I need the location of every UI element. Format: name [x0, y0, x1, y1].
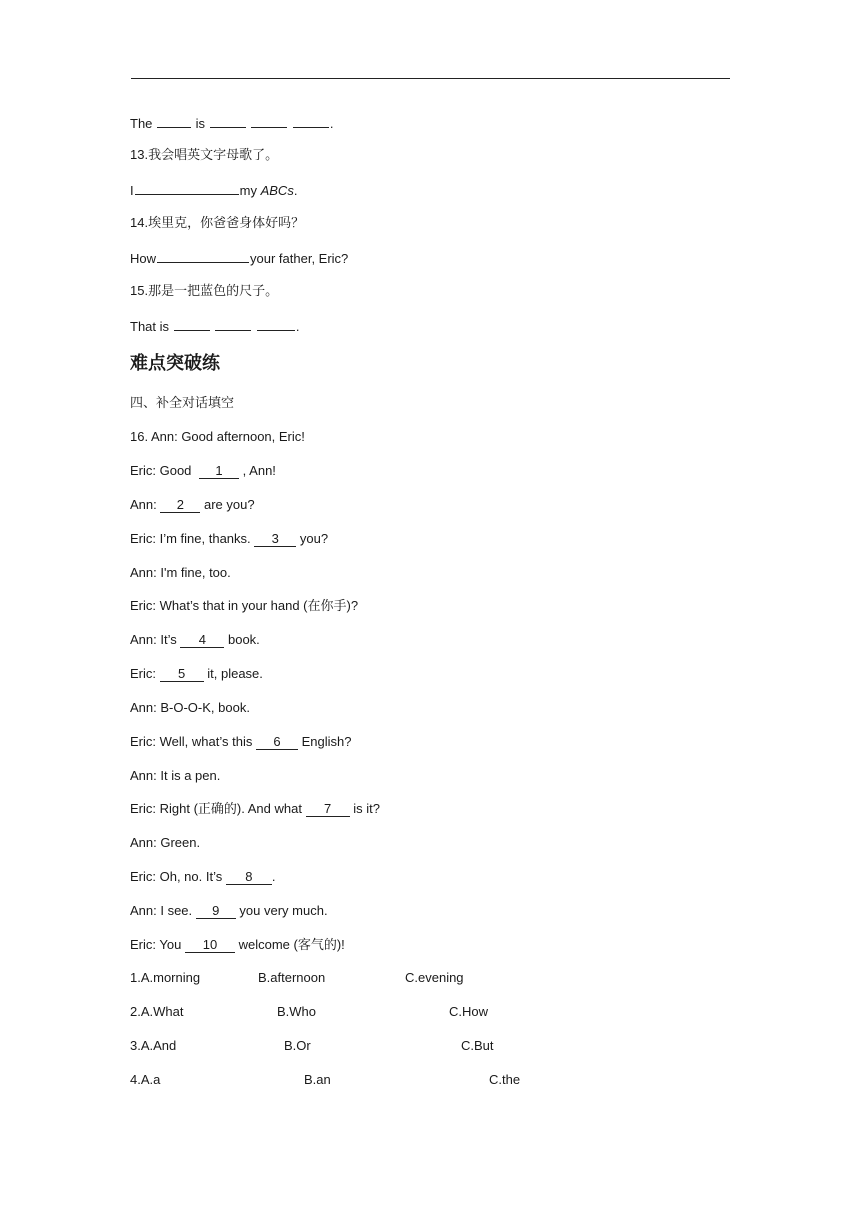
q14-prompt: 14.埃里克，你爸爸身体好吗？ — [130, 215, 305, 230]
option-a: 1.A.morning — [130, 970, 201, 985]
dialogue-text: you? — [299, 531, 329, 546]
section-title: 难点突破练 — [130, 353, 220, 373]
option-b: B.afternoon — [258, 970, 326, 985]
blank-number[interactable]: 6 — [256, 735, 298, 750]
dialogue-line — [130, 903, 328, 919]
blank-number[interactable]: 1 — [199, 464, 239, 479]
dialogue-line — [130, 869, 276, 885]
dialogue-line — [130, 463, 276, 479]
q15-answer-line: That is . — [130, 319, 300, 334]
dialogue-text: English? — [301, 734, 352, 749]
q13-word-abcs: ABCs — [260, 183, 294, 198]
dialogue-text: , Ann! — [242, 463, 276, 478]
subsection-title: 四、补全对话填空 — [130, 395, 235, 410]
blank[interactable] — [293, 114, 329, 128]
dialogue-line — [130, 531, 328, 547]
blank[interactable] — [135, 181, 239, 195]
dialogue-text: Eric: Good — [130, 463, 192, 478]
dialogue-text: Eric: You — [130, 937, 182, 952]
blank-number[interactable]: 5 — [160, 667, 204, 682]
q15-prompt: 15.那是一把蓝色的尺子。 — [130, 283, 279, 298]
dialogue-line — [130, 801, 380, 817]
blank[interactable] — [257, 317, 295, 331]
dialogue-text: are you? — [204, 497, 255, 512]
dialogue-text: Ann: — [130, 497, 157, 512]
dialogue-text: is it? — [353, 801, 380, 816]
option-a: 3.A.And — [130, 1038, 177, 1053]
blank[interactable] — [210, 114, 246, 128]
blank-number[interactable]: 3 — [254, 532, 296, 547]
q14-answer-line — [130, 249, 348, 267]
dialogue-line: Ann: B-O-O-K, book. — [130, 700, 250, 715]
option-c: C.the — [489, 1072, 521, 1087]
dialogue-text: it, please. — [207, 666, 263, 681]
blank-number[interactable]: 4 — [180, 633, 224, 648]
dialogue-text: Ann: It’s — [130, 632, 177, 647]
blank[interactable] — [157, 249, 249, 263]
dialogue-text: Eric: — [130, 666, 156, 681]
option-b: B.Who — [277, 1004, 317, 1019]
blank-number[interactable]: 8 — [226, 870, 272, 885]
dialogue-line: Ann: It is a pen. — [130, 768, 221, 783]
q13-word-my: my — [239, 183, 257, 198]
dialogue-text: you very much. — [239, 903, 328, 918]
dialogue-line: Eric: What’s that in your hand (在你手)? — [130, 598, 359, 613]
q15-word-that-is: That is — [130, 319, 170, 334]
dialogue-text: . — [271, 869, 276, 884]
dialogue-line — [130, 666, 263, 682]
dialogue-text: Eric: Oh, no. It’s — [130, 869, 223, 884]
dialogue-line: Ann: I'm fine, too. — [130, 565, 231, 580]
dialogue-text: Eric: I’m fine, thanks. — [130, 531, 251, 546]
q13-period: . — [293, 183, 298, 198]
dialogue-line: Ann: Green. — [130, 835, 201, 850]
dialogue-line — [130, 497, 255, 513]
option-c: C.evening — [405, 970, 464, 985]
dialogue-text: welcome (客气的)! — [238, 937, 345, 952]
q14-rest: your father, Eric? — [250, 251, 349, 266]
option-b: B.an — [304, 1072, 331, 1087]
dialogue-line — [130, 734, 351, 750]
q12-word-is: is — [195, 116, 206, 131]
header-rule — [131, 78, 730, 79]
option-a: 2.A.What — [130, 1004, 184, 1019]
q13-prompt: 13.我会唱英文字母歌了。 — [130, 147, 279, 162]
dialogue-text: Eric: Well, what’s this — [130, 734, 253, 749]
blank-number[interactable]: 7 — [306, 802, 350, 817]
dialogue-text: Ann: I see. — [130, 903, 193, 918]
q12-answer-line: The is . — [130, 116, 334, 131]
dialogue-line — [130, 937, 345, 953]
dialogue-line: 16. Ann: Good afternoon, Eric! — [130, 429, 305, 444]
blank-number[interactable]: 10 — [185, 938, 235, 953]
dialogue-line — [130, 632, 260, 648]
q13-word-i: I — [130, 183, 134, 198]
option-c: C.How — [449, 1004, 489, 1019]
blank-number[interactable]: 2 — [160, 498, 200, 513]
q13-answer-line — [130, 181, 297, 199]
blank[interactable] — [215, 317, 251, 331]
option-b: B.Or — [284, 1038, 311, 1053]
option-a: 4.A.a — [130, 1072, 161, 1087]
q12-word-the: The — [130, 116, 153, 131]
blank[interactable] — [174, 317, 210, 331]
q14-word-how: How — [130, 251, 157, 266]
dialogue-text: book. — [227, 632, 260, 647]
blank[interactable] — [157, 114, 191, 128]
blank[interactable] — [251, 114, 287, 128]
blank-number[interactable]: 9 — [196, 904, 236, 919]
option-c: C.But — [461, 1038, 494, 1053]
dialogue-text: Eric: Right (正确的). And what — [130, 801, 302, 816]
